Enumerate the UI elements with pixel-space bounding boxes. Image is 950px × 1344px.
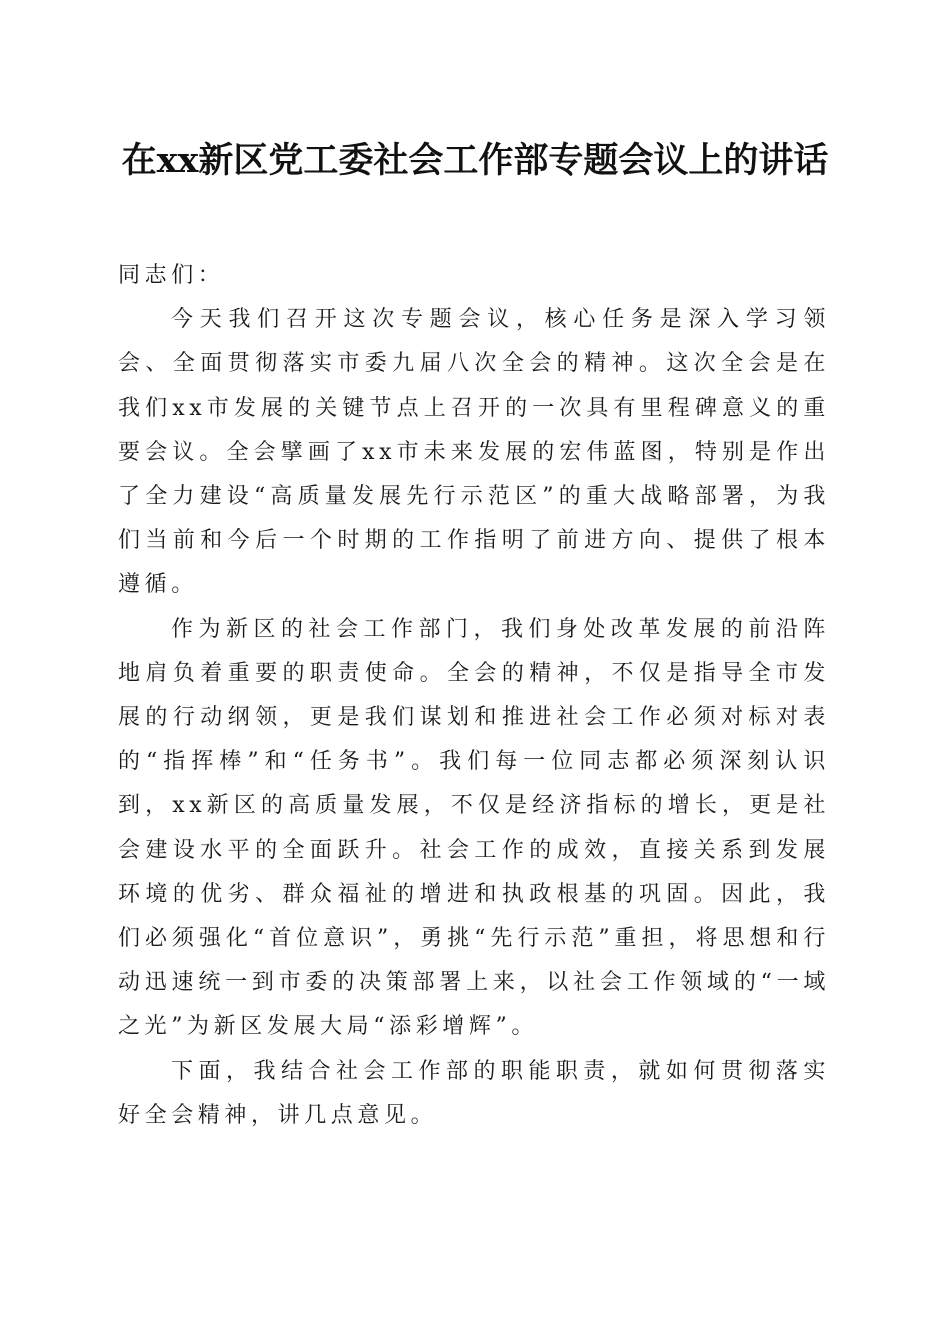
document-body	[118, 254, 830, 1138]
paragraph-3: 下面，我结合社会工作部的职能职责，就如何贯彻落实好全会精神，讲几点意见。	[118, 1058, 830, 1128]
salutation: 同志们：	[118, 263, 225, 288]
paragraph-1: 今天我们召开这次专题会议，核心任务是深入学习领会、全面贯彻落实市委九届八次全会的精神。这次全会是在我们xx市发展的关键节点上召开的一次具有里程碑意义的重要会议。全会擘画了xx市未来发展的宏伟蓝图，特别是作出了全力建设“高质量发展先行示范区”的重大战略部署，为我们当前和今后一个时期的工作指明了前进方向、提供了根本遵循。	[118, 307, 830, 598]
document-title: 在xx新区党工委社会工作部专题会议上的讲话	[121, 140, 829, 181]
paragraph-2: 作为新区的社会工作部门，我们身处改革发展的前沿阵地肩负着重要的职责使命。全会的精神，不仅是指导全市发展的行动纲领，更是我们谋划和推进社会工作必须对标对表的“指挥棒”和“任务书”。我们每一位同志都必须深刻认识到，xx新区的高质量发展，不仅是经济指标的增长，更是社会建设水平的全面跃升。社会工作的成效，直接关系到发展环境的优劣、群众福祉的增进和执政根基的巩固。因此，我们必须强化“首位意识”，勇挑“先行示范”重担，将思想和行动迅速统一到市委的决策部署上来，以社会工作领域的“一域之光”为新区发展大局“添彩增辉”。	[118, 616, 830, 1040]
